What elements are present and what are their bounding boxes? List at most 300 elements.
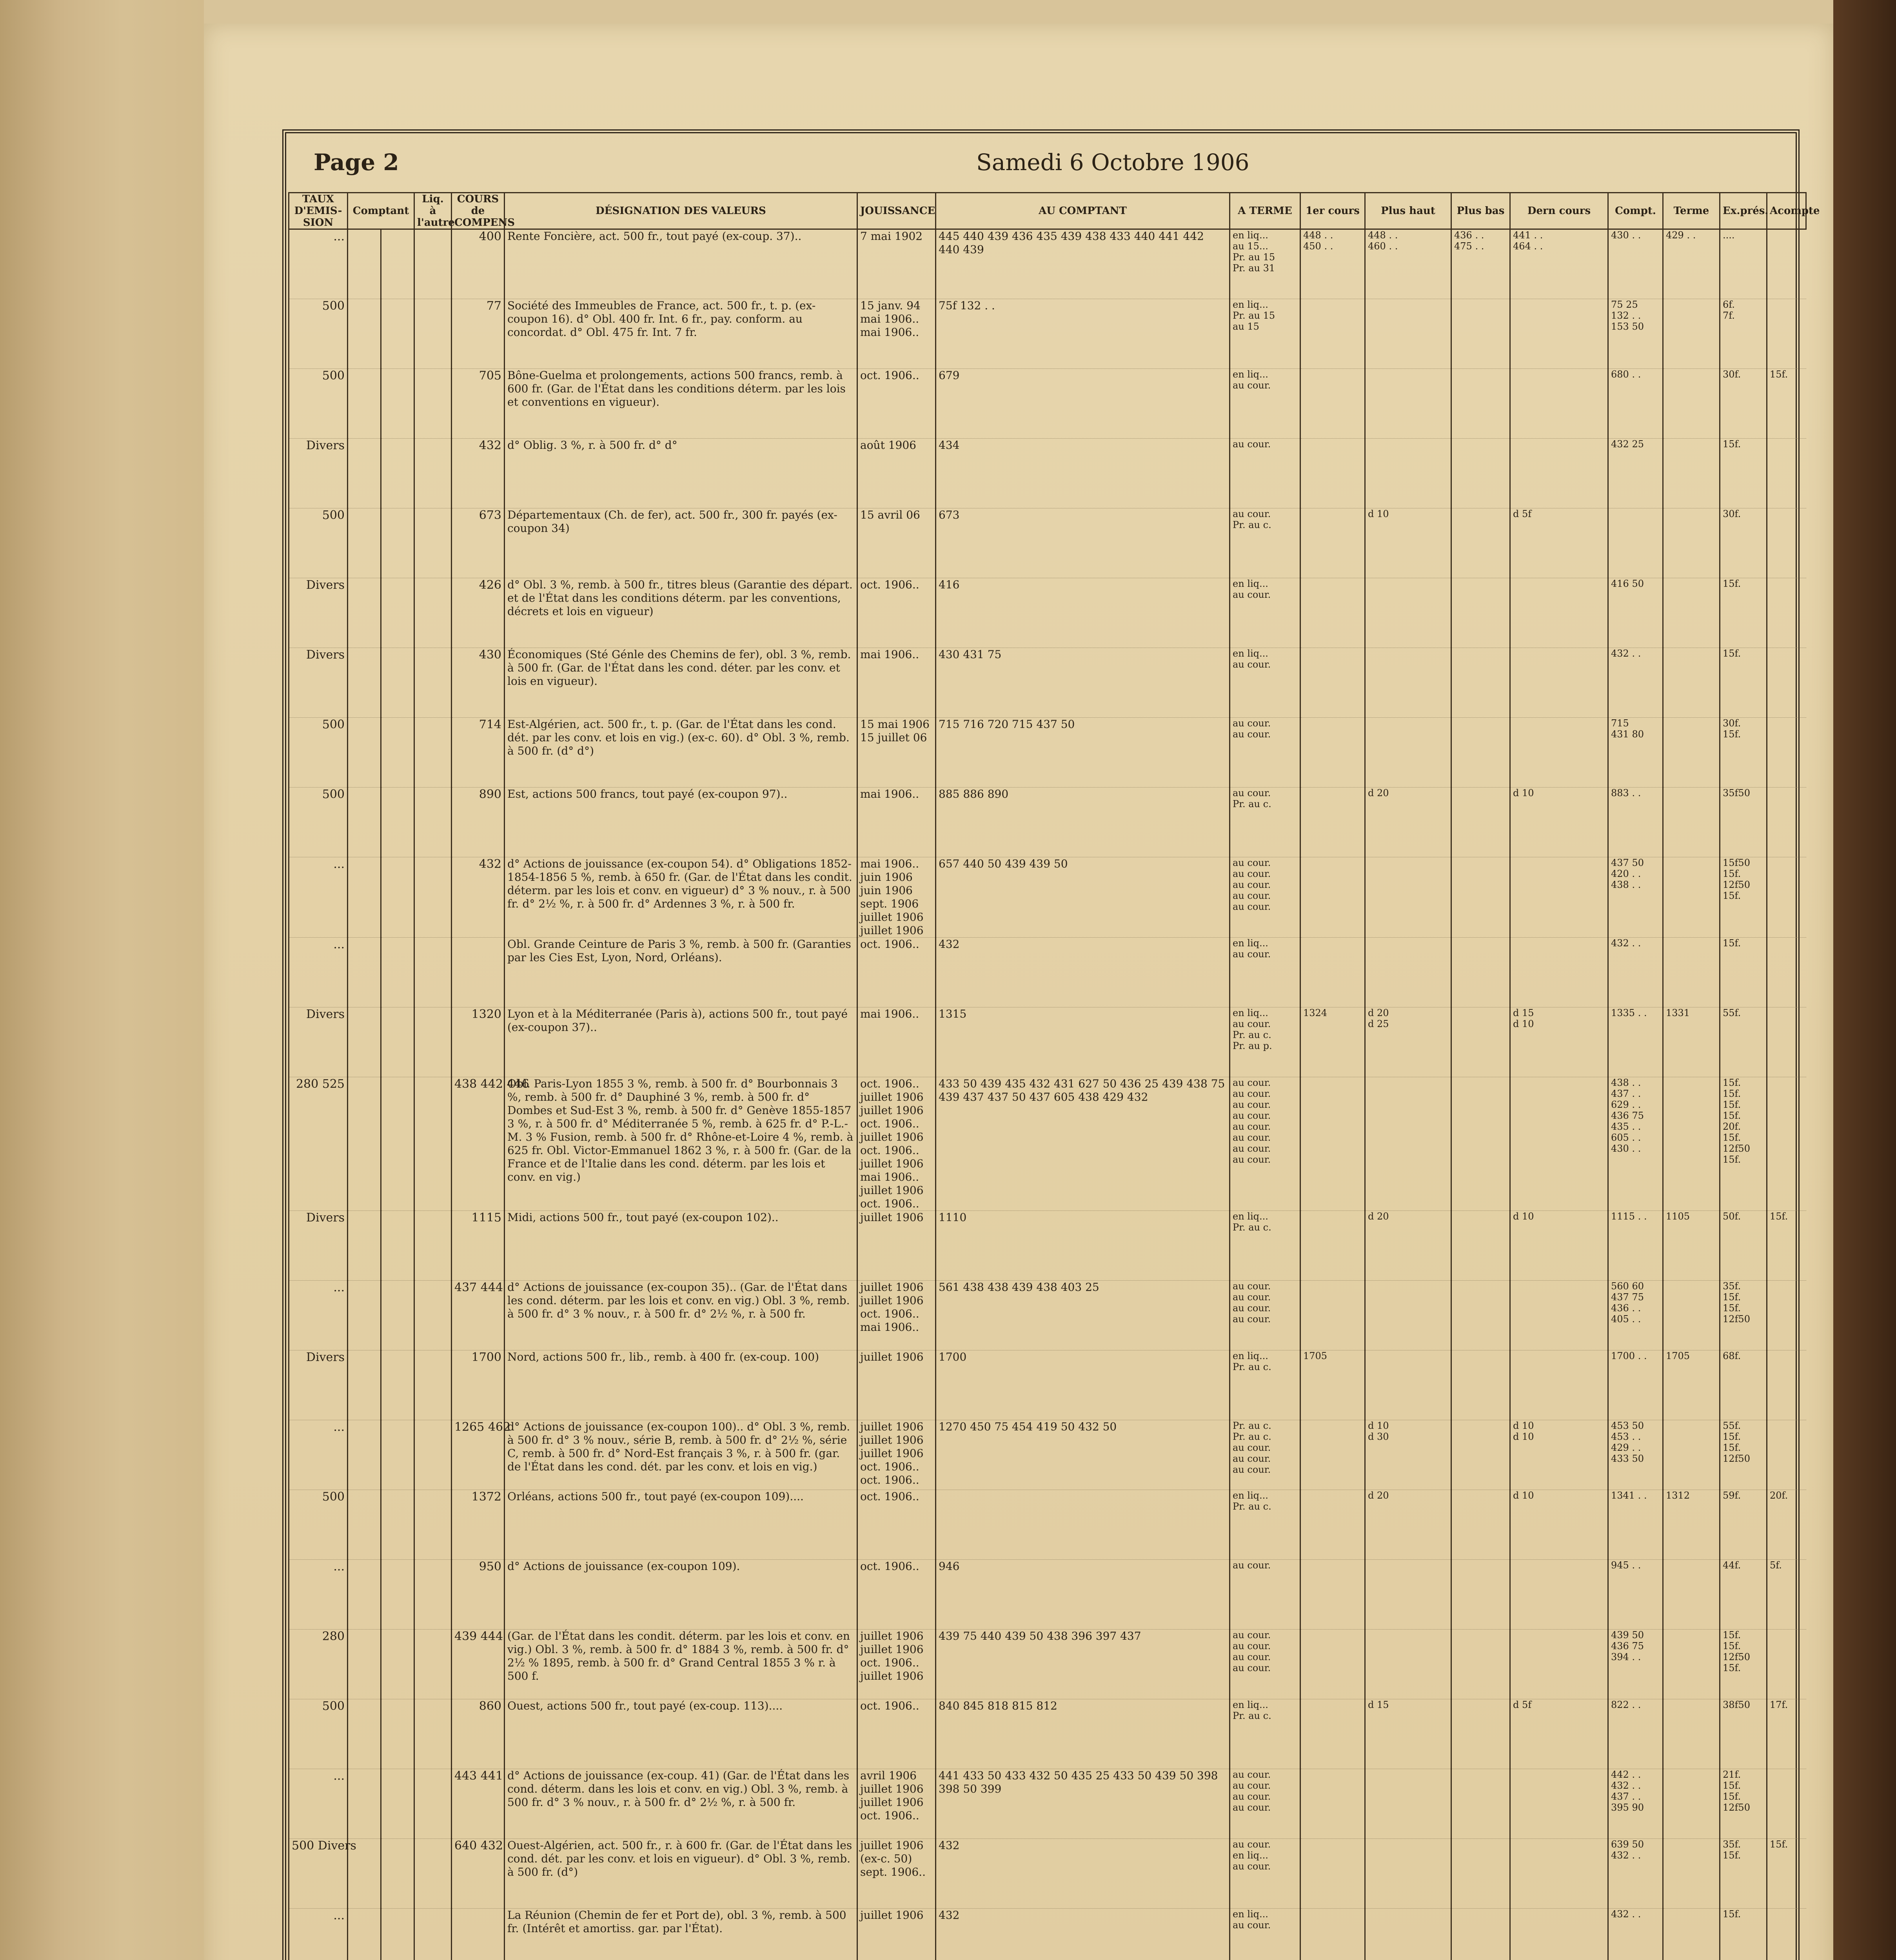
cell-reports-comptant-1 bbox=[348, 857, 381, 938]
cell-designation: d° Actions de jouissance (ex-coupon 109). bbox=[505, 1560, 857, 1630]
cell-cloture-terme bbox=[1663, 1560, 1720, 1630]
cell-au-comptant: 885 886 890 bbox=[936, 788, 1230, 857]
cell-taux: 500 bbox=[289, 1490, 348, 1560]
cell-ex-pres: 15f50 15f. 12f50 15f. bbox=[1720, 857, 1767, 938]
cell-jouissance: oct. 1906.. bbox=[857, 1699, 936, 1769]
cell-cloture-compt: 822 . . bbox=[1608, 1699, 1663, 1769]
cell-taux: 500 bbox=[289, 299, 348, 369]
cell-acompte bbox=[1767, 578, 1806, 648]
cell-reports-comptant-1 bbox=[348, 508, 381, 578]
cell-plus-bas bbox=[1451, 1699, 1510, 1769]
table-row bbox=[289, 1281, 1806, 1350]
cell-plus-bas bbox=[1451, 1909, 1510, 1960]
col-jouissance: JOUISSANCE bbox=[857, 193, 936, 229]
cell-taux: 500 bbox=[289, 788, 348, 857]
cell-cours: 439 444 bbox=[452, 1630, 505, 1699]
cell-taux: 500 bbox=[289, 508, 348, 578]
cell-cloture-terme bbox=[1663, 938, 1720, 1007]
col-cloture-terme: Terme bbox=[1663, 193, 1720, 229]
cell-jouissance: août 1906 bbox=[857, 439, 936, 508]
cell-terme: au cour. bbox=[1230, 1560, 1300, 1630]
cell-liq bbox=[414, 718, 452, 788]
table-row bbox=[289, 1699, 1806, 1769]
cell-au-comptant: 657 440 50 439 439 50 bbox=[936, 857, 1230, 938]
table-row bbox=[289, 299, 1806, 369]
col-au-comptant: AU COMPTANT bbox=[936, 193, 1230, 229]
cell-jouissance: juillet 1906 juillet 1906 oct. 1906.. mai 1906.. bbox=[857, 1281, 936, 1350]
cell-terme: au cour. Pr. au c. bbox=[1230, 508, 1300, 578]
cell-designation: Obl. Grande Ceinture de Paris 3 %, remb. à 500 fr. (Garanties par les Cies Est, Lyon, Nord, Orléans). bbox=[505, 938, 857, 1007]
cell-plus-haut bbox=[1365, 1281, 1451, 1350]
cell-plus-haut bbox=[1365, 938, 1451, 1007]
cell-ex-pres: .... bbox=[1720, 229, 1767, 299]
cell-terme: en liq... Pr. au c. bbox=[1230, 1211, 1300, 1281]
cell-reports-comptant-1 bbox=[348, 938, 381, 1007]
cell-designation: (Gar. de l'État dans les condit. déterm. par les lois et conv. en vig.) Obl. 3 %, remb. à 500 fr. d° 1884 3 %, remb. à 500 fr. d° 2½ % 1895, remb. à 500 fr. d° Grand Central 1855 3 % r. à 500 f. bbox=[505, 1630, 857, 1699]
cell-premier-cours bbox=[1300, 1077, 1365, 1211]
cell-cloture-compt: 442 . . 432 . . 437 . . 395 90 bbox=[1608, 1769, 1663, 1839]
cell-ex-pres: 30f. 15f. bbox=[1720, 718, 1767, 788]
cell-cloture-compt: 453 50 453 . . 429 . . 433 50 bbox=[1608, 1420, 1663, 1490]
cell-dernier-cours bbox=[1510, 299, 1608, 369]
cell-dernier-cours: d 10 d 10 bbox=[1510, 1420, 1608, 1490]
cell-liq bbox=[414, 229, 452, 299]
cell-terme: au cour. au cour. au cour. au cour. bbox=[1230, 1630, 1300, 1699]
cell-plus-bas bbox=[1451, 718, 1510, 788]
cell-reports-comptant-2 bbox=[381, 1281, 414, 1350]
cell-reports-comptant-1 bbox=[348, 1630, 381, 1699]
cell-liq bbox=[414, 1281, 452, 1350]
cell-designation: d° Actions de jouissance (ex-coupon 54). d° Obligations 1852-1854-1856 5 %, remb. à 650 fr. (Gar. de l'État dans les condit. déterm. par les lois et conv. en vigueur) d° 3 % nouv., r. à 500 fr. d° 2½ %, r. à 500 fr. d° Ardennes 3 %, r. à 500 fr. bbox=[505, 857, 857, 938]
cell-acompte: 15f. bbox=[1767, 1211, 1806, 1281]
cell-plus-bas bbox=[1451, 1630, 1510, 1699]
cell-jouissance: oct. 1906.. bbox=[857, 1490, 936, 1560]
cell-cloture-compt: 639 50 432 . . bbox=[1608, 1839, 1663, 1909]
cell-cloture-compt: 560 60 437 75 436 . . 405 . . bbox=[1608, 1281, 1663, 1350]
table-row bbox=[289, 1007, 1806, 1077]
cell-dernier-cours: d 10 bbox=[1510, 1490, 1608, 1560]
cell-jouissance: 7 mai 1902 bbox=[857, 229, 936, 299]
cell-premier-cours bbox=[1300, 299, 1365, 369]
cell-cours bbox=[452, 938, 505, 1007]
cell-ex-pres: 35f. 15f. bbox=[1720, 1839, 1767, 1909]
cell-ex-pres: 15f. bbox=[1720, 578, 1767, 648]
cell-cloture-terme bbox=[1663, 1909, 1720, 1960]
cell-liq bbox=[414, 1211, 452, 1281]
cell-acompte: 20f. bbox=[1767, 1490, 1806, 1560]
cell-premier-cours bbox=[1300, 1630, 1365, 1699]
cell-au-comptant: 561 438 438 439 438 403 25 bbox=[936, 1281, 1230, 1350]
cell-acompte bbox=[1767, 648, 1806, 718]
cell-acompte bbox=[1767, 857, 1806, 938]
cell-liq bbox=[414, 1560, 452, 1630]
cell-ex-pres: 15f. bbox=[1720, 439, 1767, 508]
cell-cloture-compt: 416 50 bbox=[1608, 578, 1663, 648]
cell-designation: Ouest, actions 500 fr., tout payé (ex-coup. 113).... bbox=[505, 1699, 857, 1769]
cell-dernier-cours bbox=[1510, 1909, 1608, 1960]
cell-premier-cours bbox=[1300, 1420, 1365, 1490]
cell-cloture-terme bbox=[1663, 1699, 1720, 1769]
table-row bbox=[289, 1769, 1806, 1839]
cell-liq bbox=[414, 1769, 452, 1839]
cell-reports-comptant-1 bbox=[348, 648, 381, 718]
cell-cours: 426 bbox=[452, 578, 505, 648]
cell-dernier-cours: d 5f bbox=[1510, 508, 1608, 578]
cell-cloture-compt: 945 . . bbox=[1608, 1560, 1663, 1630]
cell-liq bbox=[414, 1909, 452, 1960]
cell-jouissance: mai 1906.. bbox=[857, 1007, 936, 1077]
cell-dernier-cours bbox=[1510, 578, 1608, 648]
cell-cloture-terme: 429 . . bbox=[1663, 229, 1720, 299]
cell-taux: 500 bbox=[289, 718, 348, 788]
cell-plus-haut: d 10 d 30 bbox=[1365, 1420, 1451, 1490]
cell-premier-cours bbox=[1300, 1560, 1365, 1630]
table-row bbox=[289, 1420, 1806, 1490]
cell-plus-haut: d 20 bbox=[1365, 1211, 1451, 1281]
cell-dernier-cours bbox=[1510, 1839, 1608, 1909]
cell-cours: 1372 bbox=[452, 1490, 505, 1560]
cell-reports-comptant-2 bbox=[381, 857, 414, 938]
cell-jouissance: juillet 1906 bbox=[857, 1350, 936, 1420]
cell-plus-bas bbox=[1451, 508, 1510, 578]
cell-taux: ... bbox=[289, 857, 348, 938]
cell-jouissance: oct. 1906.. juillet 1906 juillet 1906 oct. 1906.. juillet 1906 oct. 1906.. juillet 1906 mai 1906.. juillet 1906 oct. 1906.. bbox=[857, 1077, 936, 1211]
cell-au-comptant: 75f 132 . . bbox=[936, 299, 1230, 369]
cell-reports-comptant-2 bbox=[381, 788, 414, 857]
cell-taux: 280 525 bbox=[289, 1077, 348, 1211]
cell-dernier-cours: d 10 bbox=[1510, 788, 1608, 857]
table-body bbox=[289, 229, 1806, 1960]
cell-acompte bbox=[1767, 1077, 1806, 1211]
cell-reports-comptant-2 bbox=[381, 1420, 414, 1490]
cell-cours bbox=[452, 1909, 505, 1960]
cell-premier-cours bbox=[1300, 439, 1365, 508]
cell-premier-cours bbox=[1300, 1769, 1365, 1839]
table-row bbox=[289, 718, 1806, 788]
cell-cours: 432 bbox=[452, 857, 505, 938]
cell-jouissance: 15 avril 06 bbox=[857, 508, 936, 578]
cell-reports-comptant-1 bbox=[348, 718, 381, 788]
cell-cloture-terme bbox=[1663, 788, 1720, 857]
cell-cours: 432 bbox=[452, 439, 505, 508]
col-reports-comptant: Comptant bbox=[348, 193, 414, 229]
cell-au-comptant: 445 440 439 436 435 439 438 433 440 441 442 440 439 bbox=[936, 229, 1230, 299]
col-taux: TAUX D'EMIS-SION bbox=[289, 193, 348, 229]
cell-acompte bbox=[1767, 439, 1806, 508]
cell-jouissance: oct. 1906.. bbox=[857, 578, 936, 648]
col-a-terme: A TERME bbox=[1230, 193, 1300, 229]
cell-plus-haut bbox=[1365, 1350, 1451, 1420]
cell-plus-haut: d 10 bbox=[1365, 508, 1451, 578]
cell-dernier-cours bbox=[1510, 938, 1608, 1007]
cell-cloture-compt: 1115 . . bbox=[1608, 1211, 1663, 1281]
cell-cloture-terme bbox=[1663, 1630, 1720, 1699]
cell-plus-haut bbox=[1365, 648, 1451, 718]
col-cloture-compt: Compt. bbox=[1608, 193, 1663, 229]
cell-au-comptant: 840 845 818 815 812 bbox=[936, 1699, 1230, 1769]
cell-jouissance: 15 janv. 94 mai 1906.. mai 1906.. bbox=[857, 299, 936, 369]
cell-terme: en liq... au cour. bbox=[1230, 1909, 1300, 1960]
cell-ex-pres: 15f. bbox=[1720, 938, 1767, 1007]
cell-au-comptant: 946 bbox=[936, 1560, 1230, 1630]
cell-cours: 640 432 bbox=[452, 1839, 505, 1909]
cell-terme: en liq... Pr. au c. bbox=[1230, 1699, 1300, 1769]
cell-cloture-terme bbox=[1663, 718, 1720, 788]
cell-plus-haut bbox=[1365, 578, 1451, 648]
cell-ex-pres: 50f. bbox=[1720, 1211, 1767, 1281]
table-row bbox=[289, 1630, 1806, 1699]
cell-terme: au cour. au cour. au cour. au cour. au cour. au cour. au cour. au cour. bbox=[1230, 1077, 1300, 1211]
cell-liq bbox=[414, 1350, 452, 1420]
cell-reports-comptant-2 bbox=[381, 508, 414, 578]
cell-ex-pres: 68f. bbox=[1720, 1350, 1767, 1420]
cell-ex-pres: 15f. 15f. 12f50 15f. bbox=[1720, 1630, 1767, 1699]
cell-terme: en liq... Pr. au c. bbox=[1230, 1490, 1300, 1560]
cell-reports-comptant-1 bbox=[348, 1769, 381, 1839]
cell-au-comptant: 673 bbox=[936, 508, 1230, 578]
cell-reports-comptant-2 bbox=[381, 1560, 414, 1630]
cell-terme: au cour. au cour. au cour. au cour. bbox=[1230, 1281, 1300, 1350]
cell-reports-comptant-2 bbox=[381, 1007, 414, 1077]
cell-reports-comptant-1 bbox=[348, 1420, 381, 1490]
cell-taux: ... bbox=[289, 1420, 348, 1490]
cell-ex-pres: 44f. bbox=[1720, 1560, 1767, 1630]
cell-dernier-cours bbox=[1510, 718, 1608, 788]
securities-table bbox=[288, 192, 1820, 1960]
cell-taux: Divers bbox=[289, 578, 348, 648]
cell-liq bbox=[414, 1420, 452, 1490]
col-plus-bas: Plus bas bbox=[1451, 193, 1510, 229]
cell-cours: 443 441 bbox=[452, 1769, 505, 1839]
cell-designation: Départementaux (Ch. de fer), act. 500 fr., 300 fr. payés (ex-coupon 34) bbox=[505, 508, 857, 578]
table-row bbox=[289, 369, 1806, 439]
cell-reports-comptant-1 bbox=[348, 1211, 381, 1281]
cell-dernier-cours bbox=[1510, 1560, 1608, 1630]
cell-jouissance: oct. 1906.. bbox=[857, 938, 936, 1007]
table-row bbox=[289, 1350, 1806, 1420]
cell-designation: Est, actions 500 francs, tout payé (ex-coupon 97).. bbox=[505, 788, 857, 857]
cell-taux: 500 Divers bbox=[289, 1839, 348, 1909]
cell-premier-cours bbox=[1300, 369, 1365, 439]
cell-cours: 430 bbox=[452, 648, 505, 718]
cell-plus-haut bbox=[1365, 299, 1451, 369]
cell-premier-cours bbox=[1300, 1839, 1365, 1909]
cell-ex-pres: 15f. bbox=[1720, 648, 1767, 718]
cell-plus-haut: d 15 bbox=[1365, 1699, 1451, 1769]
cell-terme: en liq... au cour. bbox=[1230, 578, 1300, 648]
cell-au-comptant: 416 bbox=[936, 578, 1230, 648]
cell-designation: Rente Foncière, act. 500 fr., tout payé (ex-coup. 37).. bbox=[505, 229, 857, 299]
cell-jouissance: juillet 1906 bbox=[857, 1211, 936, 1281]
cell-taux: ... bbox=[289, 1560, 348, 1630]
cell-reports-comptant-2 bbox=[381, 1769, 414, 1839]
cell-dernier-cours bbox=[1510, 857, 1608, 938]
cell-plus-haut bbox=[1365, 369, 1451, 439]
cell-liq bbox=[414, 857, 452, 938]
cell-reports-comptant-2 bbox=[381, 1699, 414, 1769]
cell-au-comptant: 432 bbox=[936, 1909, 1230, 1960]
cell-cours: 950 bbox=[452, 1560, 505, 1630]
cell-designation: Midi, actions 500 fr., tout payé (ex-coupon 102).. bbox=[505, 1211, 857, 1281]
cell-au-comptant: 441 433 50 433 432 50 435 25 433 50 439 50 398 398 50 399 bbox=[936, 1769, 1230, 1839]
cell-reports-comptant-1 bbox=[348, 229, 381, 299]
cell-reports-comptant-1 bbox=[348, 299, 381, 369]
cell-terme: en liq... au cour. Pr. au c. Pr. au p. bbox=[1230, 1007, 1300, 1077]
cell-cloture-compt: 432 25 bbox=[1608, 439, 1663, 508]
cell-cloture-compt: 1335 . . bbox=[1608, 1007, 1663, 1077]
cell-reports-comptant-2 bbox=[381, 938, 414, 1007]
cell-terme: en liq... au cour. bbox=[1230, 648, 1300, 718]
cell-ex-pres: 38f50 bbox=[1720, 1699, 1767, 1769]
cell-reports-comptant-2 bbox=[381, 648, 414, 718]
cell-plus-bas bbox=[1451, 1490, 1510, 1560]
cell-terme: au cour. au cour. bbox=[1230, 718, 1300, 788]
cell-plus-haut: d 20 d 25 bbox=[1365, 1007, 1451, 1077]
cell-premier-cours: 1324 bbox=[1300, 1007, 1365, 1077]
cell-taux: 280 bbox=[289, 1630, 348, 1699]
col-liq: Liq. à l'autre bbox=[414, 193, 452, 229]
cell-cours: 860 bbox=[452, 1699, 505, 1769]
cell-jouissance: 15 mai 1906 15 juillet 06 bbox=[857, 718, 936, 788]
cell-jouissance: oct. 1906.. bbox=[857, 369, 936, 439]
table-row bbox=[289, 1839, 1806, 1909]
cell-premier-cours bbox=[1300, 938, 1365, 1007]
cell-acompte bbox=[1767, 229, 1806, 299]
cell-cloture-compt: 437 50 420 . . 438 . . bbox=[1608, 857, 1663, 938]
cell-premier-cours: 1705 bbox=[1300, 1350, 1365, 1420]
cell-cloture-terme bbox=[1663, 1281, 1720, 1350]
cell-acompte bbox=[1767, 1909, 1806, 1960]
cell-taux: ... bbox=[289, 229, 348, 299]
cell-cloture-compt: 883 . . bbox=[1608, 788, 1663, 857]
cell-plus-haut bbox=[1365, 1077, 1451, 1211]
cell-premier-cours bbox=[1300, 1909, 1365, 1960]
cell-au-comptant: 439 75 440 439 50 438 396 397 437 bbox=[936, 1630, 1230, 1699]
cell-jouissance: juillet 1906 juillet 1906 juillet 1906 oct. 1906.. oct. 1906.. bbox=[857, 1420, 936, 1490]
cell-plus-haut bbox=[1365, 1630, 1451, 1699]
cell-designation: Orléans, actions 500 fr., tout payé (ex-coupon 109).... bbox=[505, 1490, 857, 1560]
cell-reports-comptant-1 bbox=[348, 439, 381, 508]
cell-reports-comptant-2 bbox=[381, 578, 414, 648]
cell-dernier-cours bbox=[1510, 1077, 1608, 1211]
cell-plus-bas bbox=[1451, 1350, 1510, 1420]
cell-cloture-compt: 439 50 436 75 394 . . bbox=[1608, 1630, 1663, 1699]
table-row bbox=[289, 1909, 1806, 1960]
cell-au-comptant: 1315 bbox=[936, 1007, 1230, 1077]
cell-premier-cours bbox=[1300, 1281, 1365, 1350]
cell-plus-haut: d 20 bbox=[1365, 788, 1451, 857]
cell-dernier-cours bbox=[1510, 648, 1608, 718]
cell-taux: ... bbox=[289, 1281, 348, 1350]
cell-designation: d° Obl. 3 %, remb. à 500 fr., titres bleus (Garantie des départ. et de l'État dans les conditions déterm. par les conventions, décrets et lois en vigueur) bbox=[505, 578, 857, 648]
cell-reports-comptant-2 bbox=[381, 1077, 414, 1211]
table-row bbox=[289, 508, 1806, 578]
book-binding-left bbox=[0, 0, 204, 1960]
cell-ex-pres: 35f. 15f. 15f. 12f50 bbox=[1720, 1281, 1767, 1350]
cell-designation: Bône-Guelma et prolongements, actions 500 francs, remb. à 600 fr. (Gar. de l'État dans les conditions déterm. par les lois et conventions en vigueur). bbox=[505, 369, 857, 439]
cell-acompte bbox=[1767, 299, 1806, 369]
cell-cloture-compt: 1341 . . bbox=[1608, 1490, 1663, 1560]
cell-plus-bas bbox=[1451, 1077, 1510, 1211]
cell-au-comptant bbox=[936, 1490, 1230, 1560]
cell-reports-comptant-2 bbox=[381, 1909, 414, 1960]
cell-taux: ... bbox=[289, 938, 348, 1007]
cell-designation: d° Actions de jouissance (ex-coup. 41) (Gar. de l'État dans les cond. déterm. dans les lois et conv. en vig.) Obl. 3 %, remb. à 500 fr. d° 3 % nouv., r. à 500 fr. d° 2½ %, r. à 500 fr. bbox=[505, 1769, 857, 1839]
cell-au-comptant: 679 bbox=[936, 369, 1230, 439]
cell-cloture-terme bbox=[1663, 299, 1720, 369]
cell-cours: 705 bbox=[452, 369, 505, 439]
cell-cours: 438 442 446 bbox=[452, 1077, 505, 1211]
cell-acompte bbox=[1767, 1769, 1806, 1839]
cell-taux: Divers bbox=[289, 648, 348, 718]
cell-reports-comptant-1 bbox=[348, 1007, 381, 1077]
cell-plus-bas bbox=[1451, 1281, 1510, 1350]
cell-au-comptant: 432 bbox=[936, 938, 1230, 1007]
cell-liq bbox=[414, 578, 452, 648]
cell-cloture-compt: 75 25 132 . . 153 50 bbox=[1608, 299, 1663, 369]
cell-ex-pres: 55f. 15f. 15f. 12f50 bbox=[1720, 1420, 1767, 1490]
cell-jouissance: juillet 1906 bbox=[857, 1909, 936, 1960]
page-date: Samedi 6 Octobre 1906 bbox=[976, 149, 1249, 176]
cell-cloture-compt: 432 . . bbox=[1608, 1909, 1663, 1960]
cell-au-comptant: 430 431 75 bbox=[936, 648, 1230, 718]
cell-acompte: 17f. bbox=[1767, 1699, 1806, 1769]
cell-terme: en liq... au 15... Pr. au 15 Pr. au 31 bbox=[1230, 229, 1300, 299]
cell-designation: Lyon et à la Méditerranée (Paris à), actions 500 fr., tout payé (ex-coupon 37).. bbox=[505, 1007, 857, 1077]
cell-plus-bas bbox=[1451, 578, 1510, 648]
cell-liq bbox=[414, 299, 452, 369]
cell-designation: d° Oblig. 3 %, r. à 500 fr. d° d° bbox=[505, 439, 857, 508]
cell-premier-cours: 448 . . 450 . . bbox=[1300, 229, 1365, 299]
cell-plus-bas bbox=[1451, 299, 1510, 369]
cell-acompte bbox=[1767, 1420, 1806, 1490]
cell-reports-comptant-2 bbox=[381, 1630, 414, 1699]
cell-taux: 500 bbox=[289, 1699, 348, 1769]
cell-dernier-cours: d 5f bbox=[1510, 1699, 1608, 1769]
cell-plus-haut: 448 . . 460 . . bbox=[1365, 229, 1451, 299]
cell-dernier-cours bbox=[1510, 1769, 1608, 1839]
cell-reports-comptant-2 bbox=[381, 1350, 414, 1420]
cell-dernier-cours bbox=[1510, 439, 1608, 508]
cell-terme: au cour. au cour. au cour. au cour. bbox=[1230, 1769, 1300, 1839]
table-header-row bbox=[289, 193, 1806, 229]
cell-taux: Divers bbox=[289, 439, 348, 508]
cell-acompte bbox=[1767, 788, 1806, 857]
cell-cloture-terme bbox=[1663, 648, 1720, 718]
table-row bbox=[289, 1490, 1806, 1560]
col-designation: DÉSIGNATION DES VALEURS bbox=[505, 193, 857, 229]
cell-acompte bbox=[1767, 1007, 1806, 1077]
cell-reports-comptant-2 bbox=[381, 299, 414, 369]
cell-plus-bas bbox=[1451, 648, 1510, 718]
cell-au-comptant: 433 50 439 435 432 431 627 50 436 25 439 438 75 439 437 437 50 437 605 438 429 432 bbox=[936, 1077, 1230, 1211]
cell-cloture-terme bbox=[1663, 369, 1720, 439]
cell-acompte bbox=[1767, 1630, 1806, 1699]
cell-terme: en liq... Pr. au 15 au 15 bbox=[1230, 299, 1300, 369]
cell-designation: Nord, actions 500 fr., lib., remb. à 400 fr. (ex-coup. 100) bbox=[505, 1350, 857, 1420]
cell-cloture-terme bbox=[1663, 578, 1720, 648]
cell-cloture-terme bbox=[1663, 1420, 1720, 1490]
cell-plus-bas bbox=[1451, 1769, 1510, 1839]
cell-liq bbox=[414, 1077, 452, 1211]
col-dernier-cours: Dern cours bbox=[1510, 193, 1608, 229]
cell-taux: Divers bbox=[289, 1211, 348, 1281]
cell-reports-comptant-1 bbox=[348, 1077, 381, 1211]
col-plus-haut: Plus haut bbox=[1365, 193, 1451, 229]
cell-premier-cours bbox=[1300, 1490, 1365, 1560]
cell-ex-pres: 15f. 15f. 15f. 15f. 20f. 15f. 12f50 15f. bbox=[1720, 1077, 1767, 1211]
cell-designation: Société des Immeubles de France, act. 500 fr., t. p. (ex-coupon 16). d° Obl. 400 fr. Int. 6 fr., pay. conform. au concordat. d° Obl. 475 fr. Int. 7 fr. bbox=[505, 299, 857, 369]
